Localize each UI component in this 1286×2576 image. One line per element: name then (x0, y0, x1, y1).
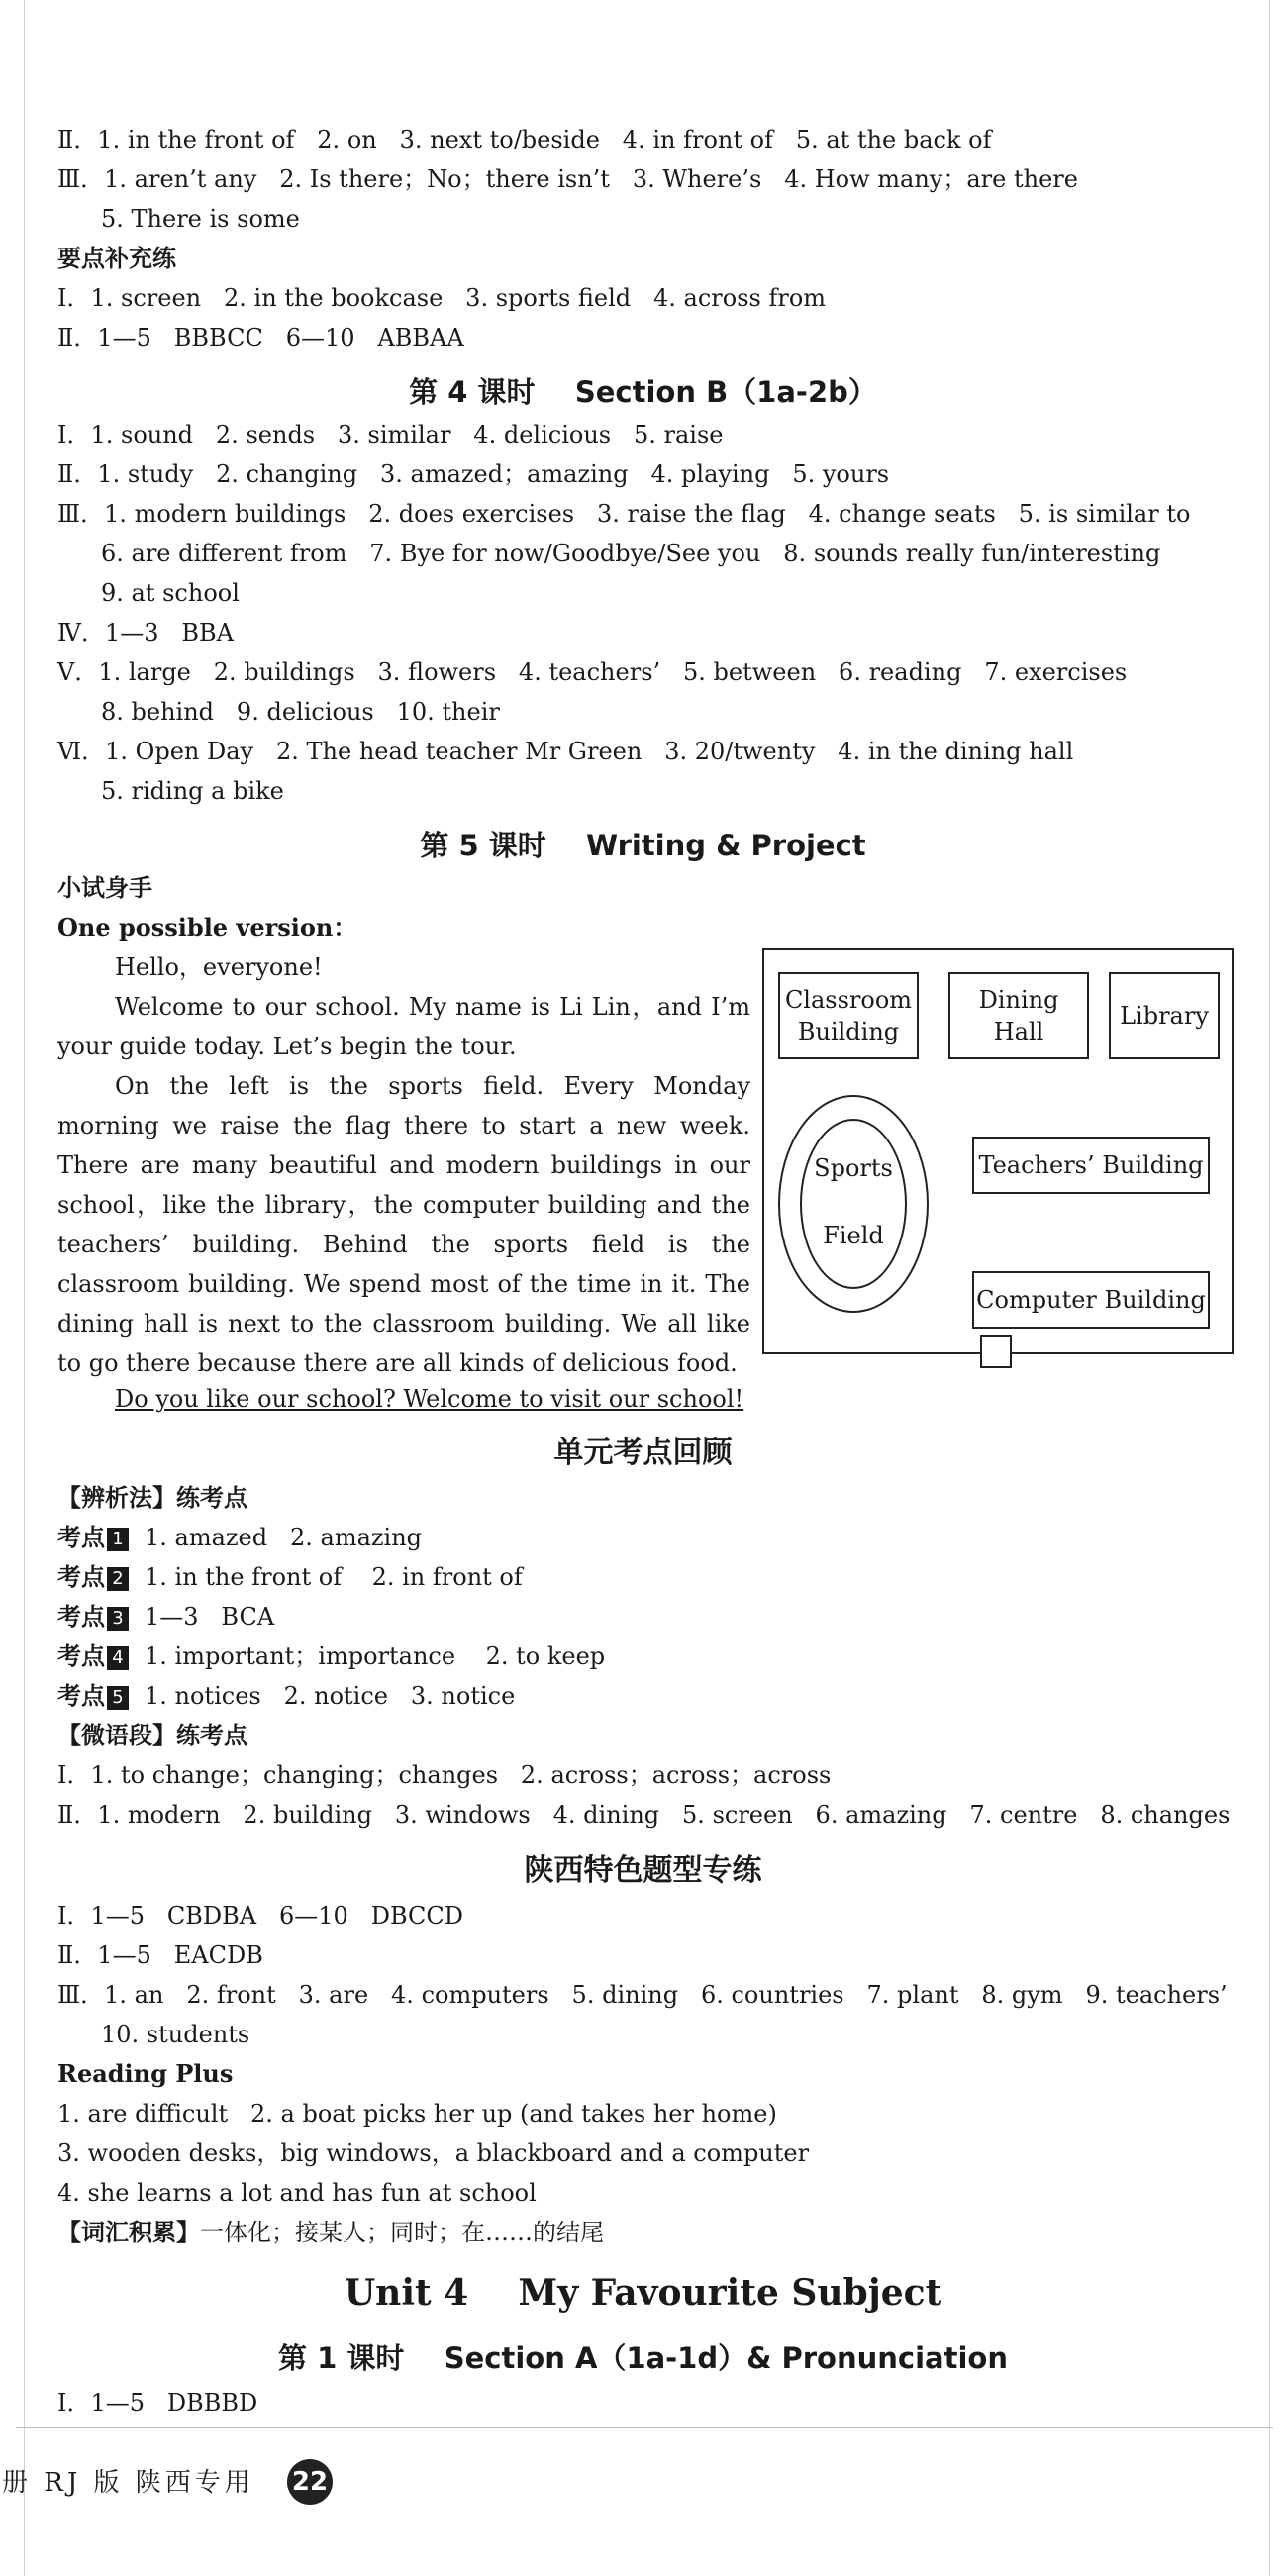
answer-line: Ⅰ．1. sound 2. sends 3. similar 4. delicious 5. raise (57, 421, 724, 448)
divider (16, 2427, 1273, 2428)
map-dining-hall: Dining Hall (948, 972, 1089, 1059)
answer-line: Ⅳ．1—3 BBA (57, 619, 235, 646)
map-field-label: Field (823, 1222, 884, 1249)
answer-line: Ⅰ．1. to change；changing；changes 2. across；across；across (57, 1761, 832, 1789)
section-heading: 陕西特色题型专练 (524, 1853, 762, 1888)
test-point-number: 2 (107, 1567, 129, 1591)
test-point-line (57, 1639, 605, 1673)
answer-line: Ⅰ．1—5 CBDBA 6—10 DBCCD (57, 1902, 463, 1930)
page-number-badge: 22 (287, 2459, 333, 2505)
map-track-inner (800, 1119, 907, 1289)
answer-line: 9. at school (101, 579, 240, 607)
test-point-label: 考点 (57, 1524, 105, 1551)
answer-line: 6. are different from 7. Bye for now/Goodbye/See you 8. sounds really fun/interesting (101, 540, 1161, 567)
answer-line: 3. wooden desks，big windows，a blackboard and a computer (57, 2139, 810, 2167)
test-point-answer: 1. important；importance 2. to keep (145, 1642, 606, 1670)
test-point-line (57, 1679, 515, 1713)
answer-line: 4. she learns a lot and has fun at school (57, 2179, 537, 2207)
lesson-title: 第 4 课时 Section B（1a-2b） (409, 375, 877, 409)
answer-line: Ⅲ．1. an 2. front 3. are 4. computers 5. dining 6. countries 7. plant 8. gym 9. teachers’ (57, 1981, 1228, 2009)
vocab-label: 【词汇积累】 (57, 2219, 200, 2246)
unit-title: Unit 4 My Favourite Subject (344, 2272, 942, 2314)
section-title: 要点补充练 (57, 245, 176, 272)
answer-line: 5. There is some (101, 205, 300, 233)
lesson-title: 第 1 课时 Section A（1a-1d）& Pronunciation (277, 2341, 1008, 2375)
essay-paragraph: On the left is the sports field. Every Monday morning we raise the flag there to start a new week. There are many beautiful and modern buildings in our school，like the library，the computer building and the teachers’ building. Behind the sports field is the classroom building. We spend most of the time in it. The dining hall is next to the classroom building. We all like to go there because there are all kinds of delicious food. (57, 1072, 750, 1377)
map-sports-label: Sports (814, 1154, 893, 1182)
section-title: 小试身手 (57, 874, 152, 902)
essay-body (57, 987, 750, 1383)
answer-line: Ⅵ．1. Open Day 2. The head teacher Mr Green 3. 20/twenty 4. in the dining hall (57, 738, 1074, 765)
answer-line: 5. riding a bike (101, 777, 284, 805)
answer-line: Ⅰ．1—5 DBBBD (57, 2389, 258, 2417)
essay-closing: Do you like our school? Welcome to visit our school! (115, 1385, 744, 1413)
map-gate (980, 1335, 1012, 1368)
test-point-number: 5 (107, 1686, 129, 1710)
answer-line: Ⅱ．1. study 2. changing 3. amazed；amazing 4. playing 5. yours (57, 460, 890, 488)
section-title: 【辨析法】练考点 (57, 1484, 247, 1512)
test-point-number: 1 (107, 1528, 129, 1551)
map-classroom-building: Classroom Building (778, 972, 919, 1059)
answer-line: Ⅱ．1—5 BBBCC 6—10 ABBAA (57, 324, 464, 351)
test-point-line (57, 1560, 523, 1594)
test-point-label: 考点 (57, 1682, 105, 1710)
answer-line: Ⅱ．1. modern 2. building 3. windows 4. dining 5. screen 6. amazing 7. centre 8. changes (57, 1801, 1231, 1829)
section-heading: 单元考点回顾 (553, 1436, 733, 1470)
test-point-answer: 1. notices 2. notice 3. notice (145, 1682, 516, 1710)
answer-line: 1. are difficult 2. a boat picks her up (and takes her home) (57, 2100, 777, 2128)
margin-line (24, 0, 25, 2576)
test-point-answer: 1. amazed 2. amazing (145, 1524, 423, 1551)
test-point-number: 3 (107, 1607, 129, 1631)
reading-plus-title: Reading Plus (57, 2059, 234, 2088)
test-point-line (57, 1521, 422, 1554)
answer-line: Ⅴ．1. large 2. buildings 3. flowers 4. teachers’ 5. between 6. reading 7. exercises (57, 658, 1128, 686)
greeting: Hello，everyone! (115, 953, 323, 981)
answer-line: Ⅲ．1. modern buildings 2. does exercises 3. raise the flag 4. change seats 5. is similar to (57, 500, 1191, 528)
vocab-text: 一体化；接某人；同时；在……的结尾 (200, 2219, 604, 2246)
lesson-title: 第 5 课时 Writing & Project (420, 829, 866, 862)
version-title: One possible version： (57, 913, 357, 941)
test-point-label: 考点 (57, 1603, 105, 1631)
answer-line: 8. behind 9. delicious 10. their (101, 698, 500, 726)
test-point-answer: 1. in the front of 2. in front of (145, 1563, 523, 1591)
vocab-line (57, 2216, 604, 2249)
essay-paragraph: Welcome to our school. My name is Li Lin，and I’m your guide today. Let’s begin the tour. (57, 993, 750, 1060)
test-point-label: 考点 (57, 1642, 105, 1670)
map-library: Library (1109, 972, 1220, 1059)
school-map (762, 948, 1234, 1354)
footer-text: 册 RJ 版 陕西专用 (2, 2468, 254, 2498)
test-point-number: 4 (107, 1646, 129, 1670)
test-point-label: 考点 (57, 1563, 105, 1591)
answer-line: 10. students (101, 2021, 250, 2048)
map-computer-building: Computer Building (972, 1271, 1210, 1329)
test-point-answer: 1—3 BCA (145, 1603, 275, 1631)
map-teachers-building: Teachers’ Building (972, 1137, 1210, 1194)
section-title: 【微语段】练考点 (57, 1722, 247, 1749)
answer-line: Ⅰ．1. screen 2. in the bookcase 3. sports field 4. across from (57, 284, 827, 312)
answer-line: Ⅱ．1—5 EACDB (57, 1941, 263, 1969)
answer-line: Ⅲ．1. aren’t any 2. Is there；No；there isn’t 3. Where’s 4. How many；are there (57, 165, 1078, 193)
page-footer (0, 2453, 1286, 2513)
answer-line: Ⅱ．1. in the front of 2. on 3. next to/beside 4. in front of 5. at the back of (57, 126, 992, 153)
margin-line (1269, 0, 1270, 2576)
test-point-line (57, 1600, 274, 1634)
